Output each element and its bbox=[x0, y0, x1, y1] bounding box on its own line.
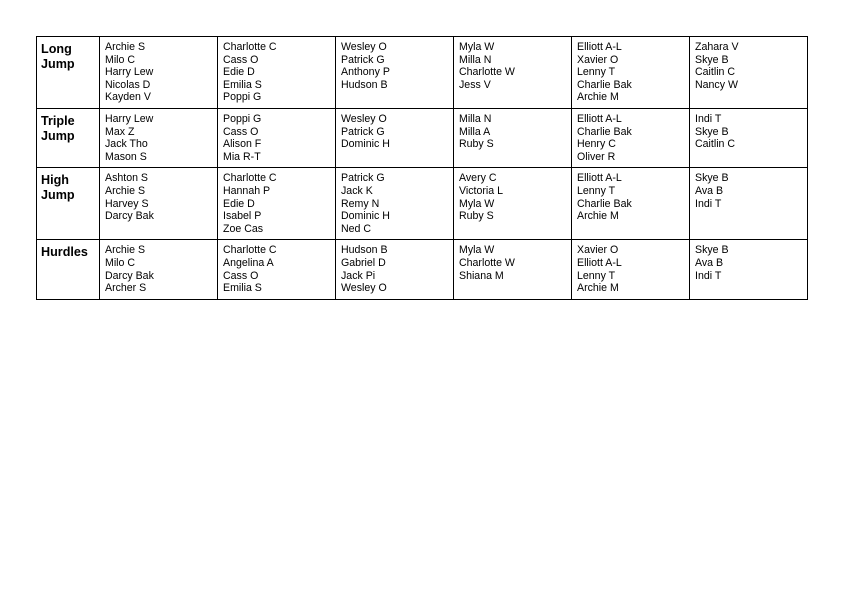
group-cell bbox=[454, 168, 572, 240]
student-name: Lenny T bbox=[577, 269, 616, 282]
student-name: Edie D bbox=[223, 197, 255, 210]
student-name: Mason S bbox=[105, 150, 147, 163]
group-cell bbox=[572, 37, 690, 109]
group-cell bbox=[336, 168, 454, 240]
student-name: Ruby S bbox=[459, 138, 494, 151]
student-name: Cass O bbox=[223, 53, 259, 66]
table-row bbox=[37, 240, 808, 299]
event-name: Long Jump bbox=[37, 37, 100, 109]
student-name: Charlotte W bbox=[459, 256, 515, 269]
student-name: Gabriel D bbox=[341, 256, 386, 269]
student-name: Elliott A-L bbox=[577, 112, 622, 125]
student-name: Emilia S bbox=[223, 282, 262, 295]
student-name: Dominic H bbox=[341, 210, 390, 223]
student-name: Zahara V bbox=[695, 41, 739, 53]
student-name: Archer S bbox=[105, 282, 147, 295]
student-name: Harry Lew bbox=[105, 66, 154, 79]
student-name: Ava B bbox=[695, 256, 724, 269]
student-name: Charlotte W bbox=[459, 66, 515, 79]
group-cell bbox=[572, 168, 690, 240]
student-name: Oliver R bbox=[577, 150, 616, 163]
student-name: Charlie Bak bbox=[577, 78, 632, 91]
group-cell bbox=[454, 240, 572, 299]
student-name: Patrick G bbox=[341, 125, 385, 138]
group-cell bbox=[336, 37, 454, 109]
student-name: Patrick G bbox=[341, 172, 385, 185]
student-name: Indi T bbox=[695, 269, 722, 282]
student-name: Charlotte C bbox=[223, 41, 277, 53]
student-name: Max Z bbox=[105, 125, 135, 138]
student-name: Milla A bbox=[459, 125, 491, 138]
student-name: Archie M bbox=[577, 210, 619, 223]
student-name: Remy N bbox=[341, 197, 380, 210]
student-name: Lenny T bbox=[577, 66, 616, 79]
student-name: Ruby S bbox=[459, 210, 494, 223]
student-name: Indi T bbox=[695, 112, 722, 125]
event-name: Hurdles bbox=[37, 240, 100, 299]
group-cell bbox=[336, 108, 454, 167]
student-name: Anthony P bbox=[341, 66, 390, 79]
student-name: Nicolas D bbox=[105, 78, 151, 91]
student-name: Hudson B bbox=[341, 244, 388, 257]
student-name: Charlotte C bbox=[223, 172, 277, 185]
group-cell bbox=[218, 240, 336, 299]
group-cell bbox=[100, 108, 218, 167]
student-name: Archie M bbox=[577, 91, 619, 104]
student-name: Caitlin C bbox=[695, 66, 736, 79]
student-name: Xavier O bbox=[577, 53, 619, 66]
student-name: Elliott A-L bbox=[577, 172, 622, 185]
student-name: Caitlin C bbox=[695, 138, 736, 151]
group-cell bbox=[690, 168, 808, 240]
student-name: Milo C bbox=[105, 53, 136, 66]
student-name: Archie S bbox=[105, 184, 146, 197]
student-name: Jack Pi bbox=[341, 269, 376, 282]
student-name: Charlotte C bbox=[223, 244, 277, 257]
student-name: Kayden V bbox=[105, 91, 151, 104]
student-name: Avery C bbox=[459, 172, 497, 185]
student-name: Poppi G bbox=[223, 112, 262, 125]
student-name: Xavier O bbox=[577, 244, 619, 257]
group-cell bbox=[454, 37, 572, 109]
event-name: High Jump bbox=[37, 168, 100, 240]
student-name: Patrick G bbox=[341, 53, 385, 66]
event-name: Triple Jump bbox=[37, 108, 100, 167]
student-name: Cass O bbox=[223, 269, 259, 282]
student-name: Dominic H bbox=[341, 138, 390, 151]
student-name: Harvey S bbox=[105, 197, 149, 210]
student-name: Myla W bbox=[459, 244, 495, 257]
student-name: Darcy Bak bbox=[105, 269, 154, 282]
group-cell bbox=[218, 108, 336, 167]
student-name: Jack Tho bbox=[105, 138, 148, 151]
group-cell bbox=[572, 108, 690, 167]
student-name: Shiana M bbox=[459, 269, 504, 282]
student-name: Isabel P bbox=[223, 210, 262, 223]
table-row bbox=[37, 37, 808, 109]
student-name: Charlie Bak bbox=[577, 197, 632, 210]
student-name: Myla W bbox=[459, 41, 495, 53]
student-name: Archie S bbox=[105, 244, 146, 257]
group-cell bbox=[572, 240, 690, 299]
group-cell bbox=[100, 240, 218, 299]
student-name: Archie S bbox=[105, 41, 146, 53]
student-name: Wesley O bbox=[341, 112, 387, 125]
student-name: Alison F bbox=[223, 138, 262, 151]
student-name: Cass O bbox=[223, 125, 259, 138]
events-table bbox=[36, 36, 808, 300]
table-row bbox=[37, 168, 808, 240]
student-name: Milla N bbox=[459, 112, 492, 125]
student-name: Angelina A bbox=[223, 256, 274, 269]
student-name: Milla N bbox=[459, 53, 492, 66]
student-name: Victoria L bbox=[459, 184, 503, 197]
group-cell bbox=[454, 108, 572, 167]
student-name: Myla W bbox=[459, 197, 495, 210]
student-name: Edie D bbox=[223, 66, 255, 79]
student-name: Ashton S bbox=[105, 172, 148, 185]
student-name: Skye B bbox=[695, 53, 729, 66]
student-name: Indi T bbox=[695, 197, 722, 210]
student-name: Lenny T bbox=[577, 184, 616, 197]
student-name: Jack K bbox=[341, 184, 373, 197]
student-name: Wesley O bbox=[341, 41, 387, 53]
table-body bbox=[37, 37, 808, 300]
student-name: Hannah P bbox=[223, 184, 271, 197]
student-name: Zoe Cas bbox=[223, 222, 264, 235]
student-name: Milo C bbox=[105, 256, 136, 269]
group-cell bbox=[100, 168, 218, 240]
student-name: Jess V bbox=[459, 78, 491, 91]
student-name: Charlie Bak bbox=[577, 125, 632, 138]
student-name: Ava B bbox=[695, 184, 724, 197]
student-name: Poppi G bbox=[223, 91, 262, 104]
group-cell bbox=[218, 37, 336, 109]
student-name: Darcy Bak bbox=[105, 210, 154, 223]
group-cell bbox=[690, 240, 808, 299]
student-name: Wesley O bbox=[341, 282, 387, 295]
student-name: Nancy W bbox=[695, 78, 738, 91]
student-name: Elliott A-L bbox=[577, 41, 622, 53]
table-row bbox=[37, 108, 808, 167]
group-cell bbox=[690, 37, 808, 109]
student-name: Skye B bbox=[695, 172, 729, 185]
student-name: Hudson B bbox=[341, 78, 388, 91]
student-name: Ned C bbox=[341, 222, 372, 235]
group-cell bbox=[218, 168, 336, 240]
student-name: Emilia S bbox=[223, 78, 262, 91]
student-name: Skye B bbox=[695, 125, 729, 138]
group-cell bbox=[690, 108, 808, 167]
student-name: Henry C bbox=[577, 138, 616, 151]
student-name: Archie M bbox=[577, 282, 619, 295]
student-name: Mia R-T bbox=[223, 150, 261, 163]
student-name: Skye B bbox=[695, 244, 729, 257]
group-cell bbox=[100, 37, 218, 109]
group-cell bbox=[336, 240, 454, 299]
student-name: Elliott A-L bbox=[577, 256, 622, 269]
student-name: Harry Lew bbox=[105, 112, 154, 125]
